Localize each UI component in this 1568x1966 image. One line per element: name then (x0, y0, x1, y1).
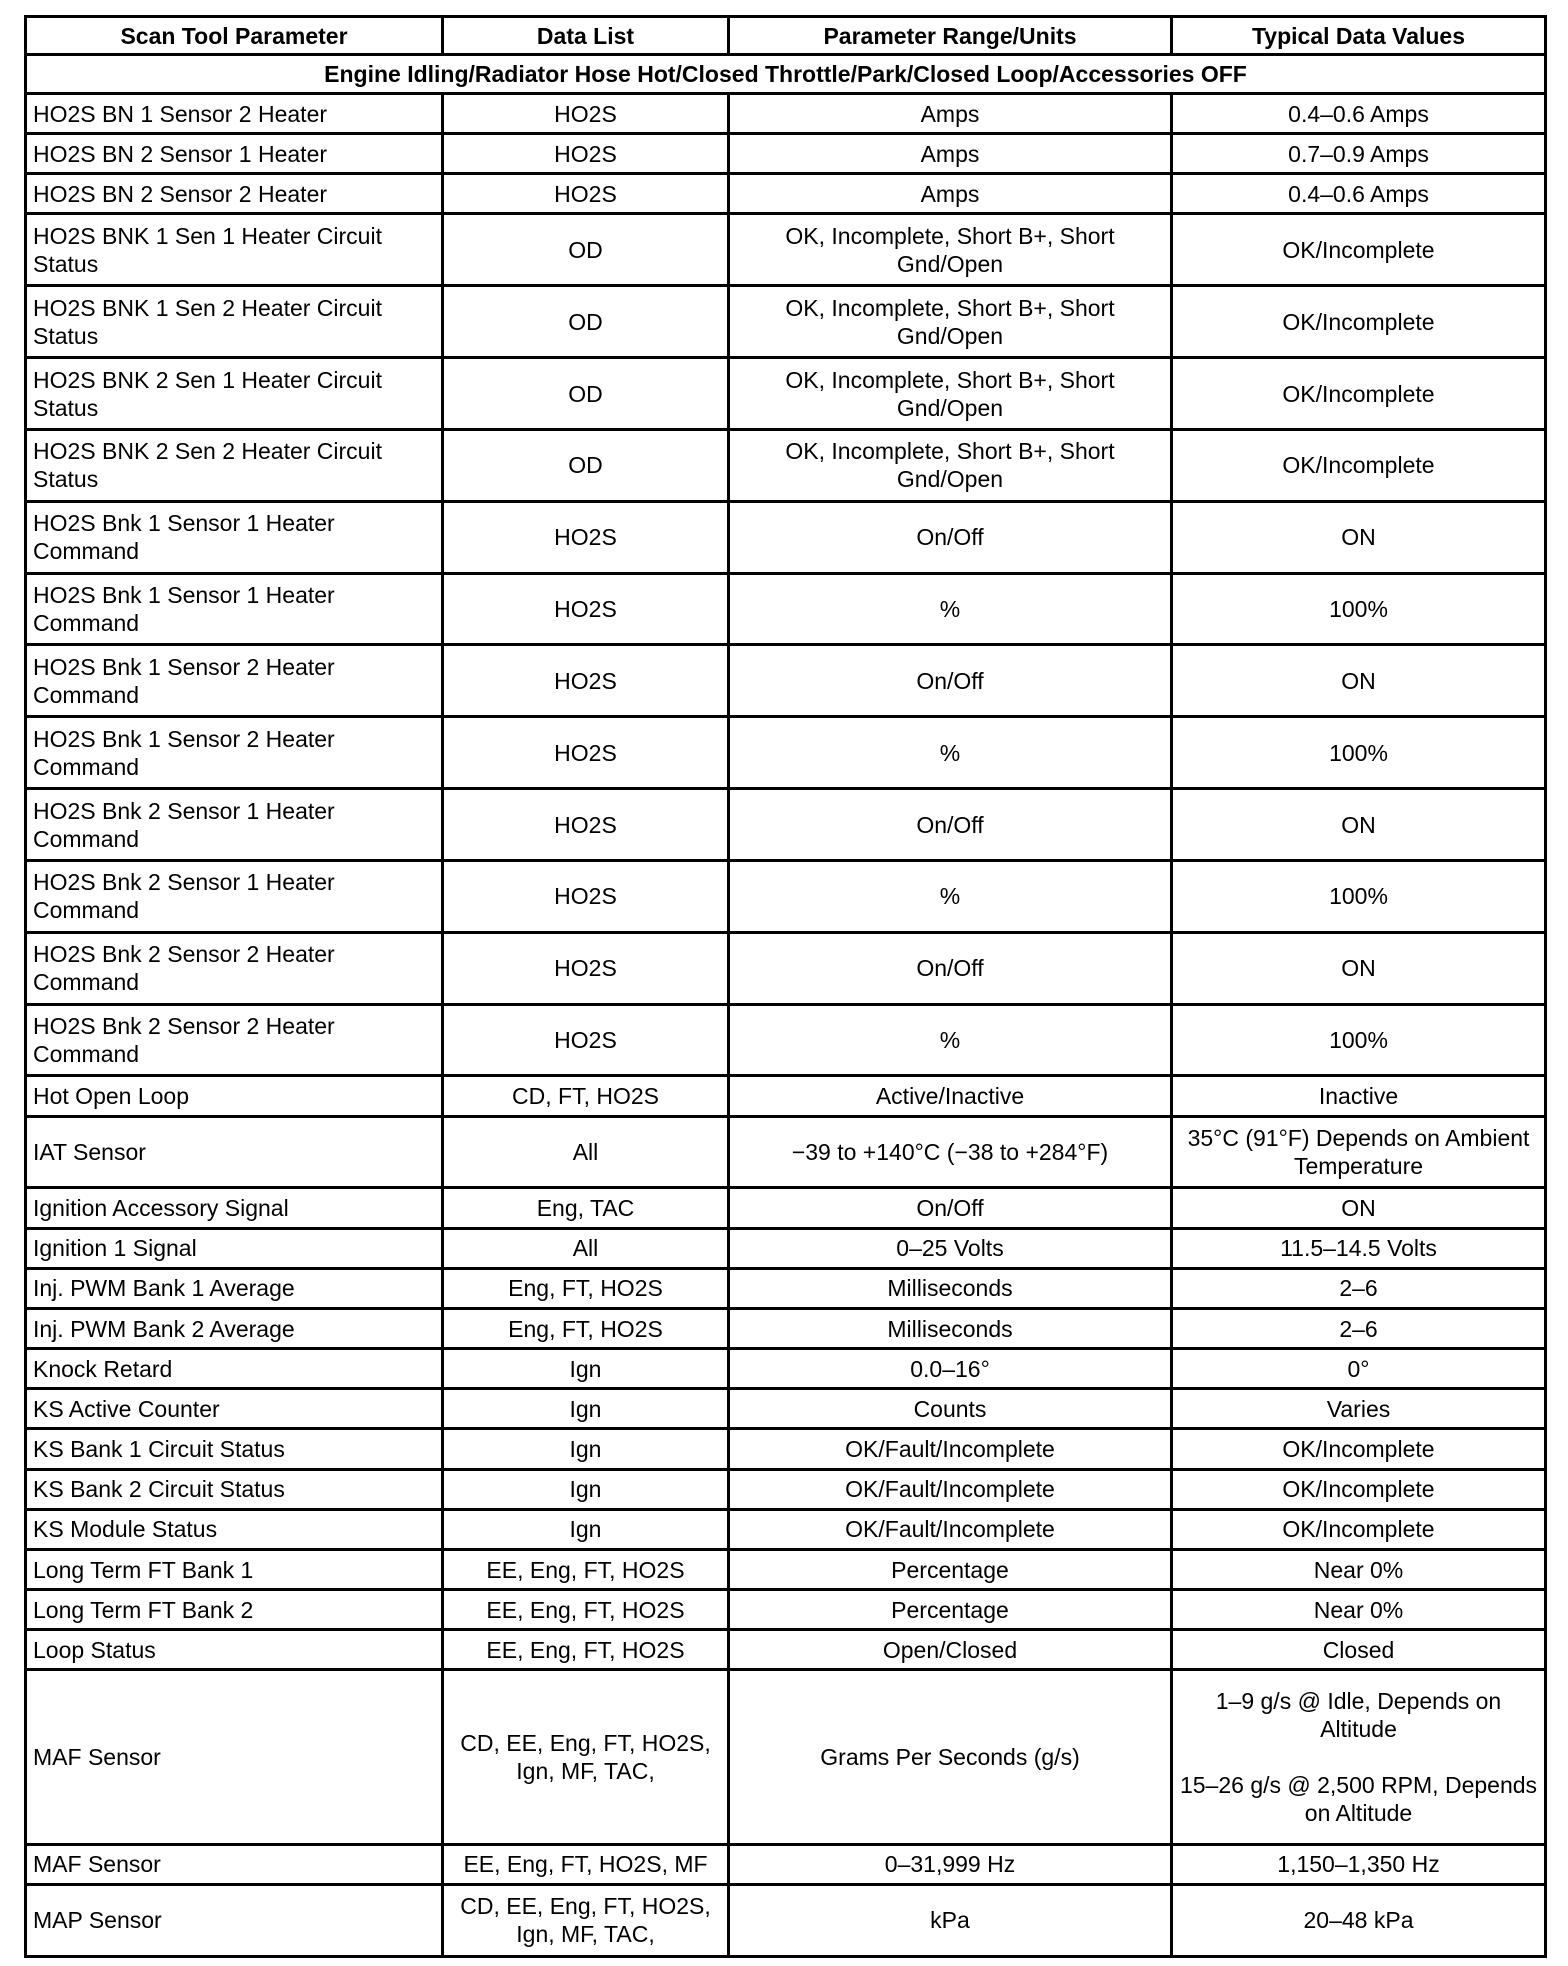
data-list-cell: EE, Eng, FT, HO2S (443, 1630, 729, 1670)
data-list-cell: HO2S (443, 573, 729, 645)
data-list-cell: CD, EE, Eng, FT, HO2S, Ign, MF, TAC, (443, 1670, 729, 1844)
range-cell: Amps (729, 174, 1172, 214)
range-cell: Percentage (729, 1590, 1172, 1630)
typical-value-cell: OK/Incomplete (1172, 358, 1546, 430)
parameter-cell: MAF Sensor (26, 1844, 443, 1884)
table-row (26, 1004, 1546, 1076)
parameter-cell: Loop Status (26, 1630, 443, 1670)
table-row (26, 1116, 1546, 1188)
range-cell: On/Off (729, 645, 1172, 717)
typical-value-cell: 0.4–0.6 Amps (1172, 174, 1546, 214)
table-row (26, 1228, 1546, 1268)
data-list-cell: HO2S (443, 717, 729, 789)
table-row (26, 1429, 1546, 1469)
typical-value-cell: Near 0% (1172, 1549, 1546, 1589)
data-list-cell: EE, Eng, FT, HO2S (443, 1590, 729, 1630)
range-cell: −39 to +140°C (−38 to +284°F) (729, 1116, 1172, 1188)
typical-value-cell: 100% (1172, 717, 1546, 789)
parameter-cell: Hot Open Loop (26, 1076, 443, 1116)
data-list-cell: Eng, FT, HO2S (443, 1308, 729, 1348)
table-row (26, 1469, 1546, 1509)
table-row (26, 1844, 1546, 1884)
typical-value-cell: Near 0% (1172, 1590, 1546, 1630)
value-spacer (1179, 1743, 1538, 1771)
typical-value-cell: 20–48 kPa (1172, 1884, 1546, 1956)
typical-value-cell: ON (1172, 789, 1546, 861)
typical-value-cell: 100% (1172, 860, 1546, 932)
data-list-cell: CD, EE, Eng, FT, HO2S, Ign, MF, TAC, (443, 1884, 729, 1956)
typical-value-cell: 100% (1172, 573, 1546, 645)
data-list-cell: HO2S (443, 174, 729, 214)
operating-condition-row (26, 55, 1546, 94)
table-row (26, 1509, 1546, 1549)
range-cell: Active/Inactive (729, 1076, 1172, 1116)
range-cell: On/Off (729, 1188, 1172, 1228)
typical-value-cell: OK/Incomplete (1172, 214, 1546, 286)
table-row (26, 717, 1546, 789)
parameter-cell: HO2S Bnk 2 Sensor 2 Heater Command (26, 1004, 443, 1076)
data-list-cell: HO2S (443, 1004, 729, 1076)
range-cell: kPa (729, 1884, 1172, 1956)
table-row (26, 1188, 1546, 1228)
operating-condition: Engine Idling/Radiator Hose Hot/Closed Throttle/Park/Closed Loop/Accessories OFF (26, 55, 1546, 94)
data-list-cell: Ign (443, 1429, 729, 1469)
data-list-cell: EE, Eng, FT, HO2S (443, 1549, 729, 1589)
data-list-cell: EE, Eng, FT, HO2S, MF (443, 1844, 729, 1884)
typical-value-cell: Closed (1172, 1630, 1546, 1670)
range-cell: OK/Fault/Incomplete (729, 1509, 1172, 1549)
table-row (26, 501, 1546, 573)
parameter-cell: HO2S Bnk 1 Sensor 1 Heater Command (26, 573, 443, 645)
data-list-cell: HO2S (443, 645, 729, 717)
typical-value-cell: 35°C (91°F) Depends on Ambient Temperature (1172, 1116, 1546, 1188)
data-list-cell: HO2S (443, 789, 729, 861)
typical-value-cell: Varies (1172, 1389, 1546, 1429)
typical-value-cell: ON (1172, 501, 1546, 573)
table-row (26, 573, 1546, 645)
typical-value-cell: ON (1172, 932, 1546, 1004)
data-list-cell: OD (443, 286, 729, 358)
typical-value-cell: OK/Incomplete (1172, 1509, 1546, 1549)
range-cell: % (729, 573, 1172, 645)
typical-value-cell: 2–6 (1172, 1308, 1546, 1348)
range-cell: Grams Per Seconds (g/s) (729, 1670, 1172, 1844)
range-cell: Milliseconds (729, 1268, 1172, 1308)
typical-value-cell: 11.5–14.5 Volts (1172, 1228, 1546, 1268)
table-body (26, 55, 1546, 1957)
parameter-cell: HO2S BN 2 Sensor 2 Heater (26, 174, 443, 214)
parameter-cell: Inj. PWM Bank 2 Average (26, 1308, 443, 1348)
parameter-cell: MAF Sensor (26, 1670, 443, 1844)
parameter-cell: Ignition Accessory Signal (26, 1188, 443, 1228)
parameter-cell: HO2S BN 1 Sensor 2 Heater (26, 93, 443, 133)
table-row (26, 1630, 1546, 1670)
data-list-cell: Ign (443, 1349, 729, 1389)
range-cell: OK, Incomplete, Short B+, Short Gnd/Open (729, 214, 1172, 286)
table-row (26, 1349, 1546, 1389)
header-scan-tool-parameter: Scan Tool Parameter (26, 17, 443, 55)
table-row (26, 1670, 1546, 1844)
data-list-cell: HO2S (443, 134, 729, 174)
range-cell: Milliseconds (729, 1308, 1172, 1348)
typical-value-cell: ON (1172, 645, 1546, 717)
maf-value-idle: 1–9 g/s @ Idle, Depends on Altitude (1215, 1688, 1502, 1743)
typical-value-cell: OK/Incomplete (1172, 429, 1546, 501)
typical-value-cell: ON (1172, 1188, 1546, 1228)
range-cell: 0.0–16° (729, 1349, 1172, 1389)
data-list-cell: Ign (443, 1389, 729, 1429)
data-list-cell: HO2S (443, 93, 729, 133)
parameter-cell: MAP Sensor (26, 1884, 443, 1956)
typical-value-cell (1172, 1670, 1546, 1844)
range-cell: On/Off (729, 932, 1172, 1004)
parameter-cell: Inj. PWM Bank 1 Average (26, 1268, 443, 1308)
data-list-cell: CD, FT, HO2S (443, 1076, 729, 1116)
range-cell: Counts (729, 1389, 1172, 1429)
maf-value-rpm: 15–26 g/s @ 2,500 RPM, Depends on Altitude (1179, 1772, 1538, 1827)
parameter-cell: HO2S Bnk 2 Sensor 1 Heater Command (26, 789, 443, 861)
data-list-cell: OD (443, 358, 729, 430)
data-list-cell: HO2S (443, 501, 729, 573)
parameter-cell: HO2S BNK 2 Sen 2 Heater Circuit Status (26, 429, 443, 501)
parameter-cell: IAT Sensor (26, 1116, 443, 1188)
header-data-list: Data List (443, 17, 729, 55)
typical-value-cell: 0.7–0.9 Amps (1172, 134, 1546, 174)
range-cell: On/Off (729, 501, 1172, 573)
range-cell: OK, Incomplete, Short B+, Short Gnd/Open (729, 358, 1172, 430)
typical-value-cell: 1,150–1,350 Hz (1172, 1844, 1546, 1884)
parameter-cell: HO2S Bnk 2 Sensor 1 Heater Command (26, 860, 443, 932)
parameter-cell: Long Term FT Bank 2 (26, 1590, 443, 1630)
data-list-cell: OD (443, 429, 729, 501)
typical-value-cell: 0° (1172, 1349, 1546, 1389)
data-list-cell: OD (443, 214, 729, 286)
table-row (26, 932, 1546, 1004)
parameter-cell: HO2S BN 2 Sensor 1 Heater (26, 134, 443, 174)
data-list-cell: HO2S (443, 932, 729, 1004)
scan-tool-data-table (24, 15, 1547, 1958)
header-typical-data-values: Typical Data Values (1172, 17, 1546, 55)
data-list-cell: All (443, 1116, 729, 1188)
range-cell: Amps (729, 93, 1172, 133)
data-list-cell: All (443, 1228, 729, 1268)
typical-value-cell: OK/Incomplete (1172, 1469, 1546, 1509)
typical-value-cell: 2–6 (1172, 1268, 1546, 1308)
range-cell: OK, Incomplete, Short B+, Short Gnd/Open (729, 286, 1172, 358)
table-row (26, 429, 1546, 501)
table-row (26, 789, 1546, 861)
range-cell: Percentage (729, 1549, 1172, 1589)
data-list-cell: HO2S (443, 860, 729, 932)
table-row (26, 1549, 1546, 1589)
typical-value-cell: Inactive (1172, 1076, 1546, 1116)
parameter-cell: HO2S Bnk 1 Sensor 2 Heater Command (26, 645, 443, 717)
parameter-cell: KS Bank 2 Circuit Status (26, 1469, 443, 1509)
range-cell: 0–31,999 Hz (729, 1844, 1172, 1884)
table-row (26, 358, 1546, 430)
data-list-cell: Ign (443, 1509, 729, 1549)
typical-value-cell: 100% (1172, 1004, 1546, 1076)
header-parameter-range-units: Parameter Range/Units (729, 17, 1172, 55)
parameter-cell: Long Term FT Bank 1 (26, 1549, 443, 1589)
parameter-cell: KS Module Status (26, 1509, 443, 1549)
table-row (26, 174, 1546, 214)
range-cell: % (729, 717, 1172, 789)
table-row (26, 1076, 1546, 1116)
table-row (26, 286, 1546, 358)
table-row (26, 1590, 1546, 1630)
parameter-cell: HO2S Bnk 1 Sensor 1 Heater Command (26, 501, 443, 573)
parameter-cell: KS Bank 1 Circuit Status (26, 1429, 443, 1469)
scan-tool-data-table-page (24, 15, 1544, 1958)
range-cell: % (729, 1004, 1172, 1076)
table-header-row (26, 17, 1546, 55)
parameter-cell: HO2S Bnk 1 Sensor 2 Heater Command (26, 717, 443, 789)
typical-value-cell: OK/Incomplete (1172, 1429, 1546, 1469)
range-cell: Amps (729, 134, 1172, 174)
range-cell: 0–25 Volts (729, 1228, 1172, 1268)
data-list-cell: Eng, FT, HO2S (443, 1268, 729, 1308)
table-row (26, 1308, 1546, 1348)
parameter-cell: Ignition 1 Signal (26, 1228, 443, 1268)
table-row (26, 1268, 1546, 1308)
parameter-cell: HO2S BNK 1 Sen 2 Heater Circuit Status (26, 286, 443, 358)
table-row (26, 134, 1546, 174)
table-row (26, 1389, 1546, 1429)
range-cell: Open/Closed (729, 1630, 1172, 1670)
parameter-cell: KS Active Counter (26, 1389, 443, 1429)
table-row (26, 93, 1546, 133)
parameter-cell: HO2S BNK 1 Sen 1 Heater Circuit Status (26, 214, 443, 286)
range-cell: On/Off (729, 789, 1172, 861)
range-cell: OK, Incomplete, Short B+, Short Gnd/Open (729, 429, 1172, 501)
table-row (26, 860, 1546, 932)
table-row (26, 1884, 1546, 1956)
data-list-cell: Ign (443, 1469, 729, 1509)
parameter-cell: HO2S Bnk 2 Sensor 2 Heater Command (26, 932, 443, 1004)
range-cell: OK/Fault/Incomplete (729, 1469, 1172, 1509)
parameter-cell: Knock Retard (26, 1349, 443, 1389)
parameter-cell: HO2S BNK 2 Sen 1 Heater Circuit Status (26, 358, 443, 430)
range-cell: OK/Fault/Incomplete (729, 1429, 1172, 1469)
table-row (26, 214, 1546, 286)
typical-value-cell: OK/Incomplete (1172, 286, 1546, 358)
range-cell: % (729, 860, 1172, 932)
typical-value-cell: 0.4–0.6 Amps (1172, 93, 1546, 133)
table-row (26, 645, 1546, 717)
data-list-cell: Eng, TAC (443, 1188, 729, 1228)
